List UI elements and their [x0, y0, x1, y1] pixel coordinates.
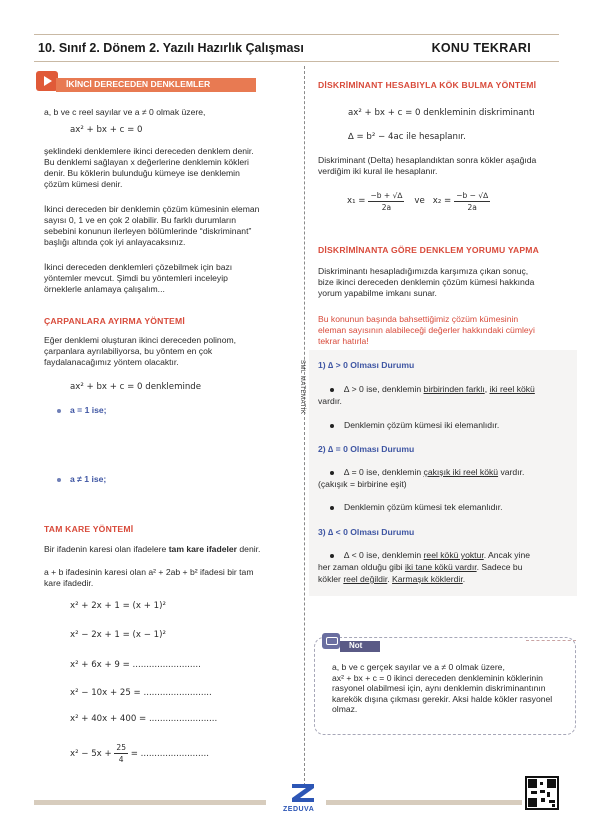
text-line: denir. Bu köklerin bulunduğu kümeye ise denklemin	[44, 168, 240, 178]
case-3-line-3	[318, 574, 465, 585]
section-heading-interpretation: DİSKRİMİNANTA GÖRE DENKLEM YORUMU YAPMA	[318, 245, 540, 255]
fraction	[368, 190, 404, 213]
text-span: .	[462, 574, 466, 584]
note-decoration	[526, 640, 576, 641]
equation-general: ax² + bx + c = 0	[70, 125, 143, 135]
note-label: Not	[349, 641, 363, 650]
discriminant-paragraph	[318, 155, 536, 177]
case-2-line-3: Denklemin çözüm kümesi tek elemanlıdır.	[344, 502, 503, 512]
text-line: a, b ve c gerçek sayılar ve a ≠ 0 olmak üzere,	[332, 662, 505, 672]
zeduva-logo-icon	[288, 782, 318, 804]
bullet-icon	[330, 554, 334, 558]
text-line: çözüm kümesi denir.	[44, 179, 123, 189]
fraction	[114, 742, 128, 765]
factoring-paragraph	[44, 335, 236, 368]
text-line: Eğer denklemi oluşturan ikinci dereceden polinom,	[44, 335, 237, 345]
discriminant-intro: ax² + bx + c = 0 denkleminin diskriminantı	[348, 108, 535, 118]
example-1: x² + 2x + 1 = (x + 1)²	[70, 601, 166, 611]
underlined-term: iki reel kökü	[489, 384, 535, 394]
case-2-line-1	[344, 467, 524, 478]
reminder-paragraph	[318, 314, 535, 347]
note-book-icon	[322, 633, 340, 649]
note-text	[332, 662, 552, 715]
interpretation-paragraph	[318, 266, 534, 299]
text-line: yorum yapabilme imkanı sunar.	[318, 288, 437, 298]
text-span: x² − 5x +	[70, 749, 115, 759]
case-a-not-1: a ≠ 1 ise;	[70, 474, 107, 484]
conjunction: ve	[414, 196, 425, 206]
intro-text: a, b ve c reel sayılar ve a ≠ 0 olmak üzere,	[44, 107, 206, 117]
column-divider	[304, 66, 305, 786]
example-5: x² + 40x + 400 = .........................	[70, 714, 218, 724]
case-1-line-1	[344, 384, 535, 395]
case-1-title: 1) ∆ > 0 Olması Durumu	[318, 360, 415, 370]
case-a-equals-1: a = 1 ise;	[70, 405, 107, 415]
text-line: eleman sayısının alabileceği değerler hakkındaki cümleyi	[318, 325, 535, 335]
footer-bar-left	[34, 800, 266, 805]
text-line: karekök dışına çıkması gerekir. Aksi halde kökler rasyonel	[332, 693, 553, 704]
text-span: .	[387, 574, 393, 584]
text-line: Diskriminantı hesapladığımızda karşımıza çıkan sonuç,	[318, 266, 529, 276]
case-1-line-3: Denklemin çözüm kümesi iki elemanlıdır.	[344, 420, 500, 430]
example-3: x² + 6x + 9 = .........................	[70, 660, 201, 670]
footer-bar-right	[326, 800, 522, 805]
underlined-term: reel kökü yoktur	[423, 550, 484, 560]
solution-set-paragraph	[44, 204, 259, 248]
page-title: 10. Sınıf 2. Dönem 2. Yazılı Hazırlık Çalışması	[38, 41, 304, 55]
underlined-term: Karmaşık köklerdir	[392, 574, 463, 584]
perfect-square-example-text: kare ifadedir.	[44, 578, 94, 588]
text-line: İkinci dereceden denklemleri çözebilmek için bazı	[44, 262, 233, 272]
perfect-square-definition	[44, 544, 260, 555]
page-topic: KONU TEKRARI	[431, 41, 531, 55]
case-2-line-2: (çakışık = birbirine eşit)	[318, 479, 407, 489]
discriminant-formula: ∆ = b² − 4ac ile hesaplanır.	[348, 132, 466, 142]
equation-factoring: ax² + bx + c = 0 denkleminde	[70, 382, 202, 392]
text-line: başlığı altında çok iyi anlayacaksınız.	[44, 237, 186, 247]
bullet-icon	[330, 424, 334, 428]
side-label: SML MATEMATİK	[299, 360, 305, 415]
text-line: tekrar hatırla!	[318, 336, 369, 346]
text-line: rasyonel olabilmesi için, aynı denklemin diskriminantının	[332, 683, 546, 693]
text-span: . Ancak yine	[483, 550, 531, 560]
underlined-term: birbirinden farklı	[423, 384, 485, 394]
definition-paragraph	[44, 146, 254, 190]
text-line: Bu konunun başında bahsettiğimiz çözüm kümesinin	[318, 314, 519, 324]
text-line: sayısı 0, 1 ve en çok 2 olabilir. Bu farklı durumların	[44, 215, 237, 225]
example-4: x² − 10x + 25 = .........................	[70, 688, 212, 698]
fraction-numerator: 25	[116, 743, 126, 752]
root-label: x₁ =	[347, 196, 366, 206]
text-line: yöntemler mevcut. Şimdi bu yöntemleri inceleyip	[44, 273, 228, 283]
text-line: olmaz.	[332, 704, 358, 714]
text-line: verdiğim iki kural ile hesaplanır.	[318, 166, 438, 176]
text-span: . Sadece bu	[476, 562, 523, 572]
example-2: x² − 2x + 1 = (x − 1)²	[70, 630, 166, 640]
text-line: İkinci dereceden bir denklemin çözüm kümesinin eleman	[44, 204, 260, 214]
text-span: denir.	[237, 544, 261, 554]
text-line: çarpanlara ayrılabiliyorsa, bu yöntem en çok	[44, 346, 213, 356]
text-span: Bir ifadenin karesi olan ifadelere	[44, 544, 169, 554]
underlined-term: reel değildir	[343, 574, 388, 584]
fraction-numerator: −b + √∆	[370, 191, 403, 200]
text-span: = .........................	[127, 749, 209, 759]
text-line: bize ikinci dereceden denklemin çözüm kümesi hakkında	[318, 277, 535, 287]
text-span: ,	[484, 384, 490, 394]
example-6	[70, 742, 209, 765]
text-span: her zaman olduğu gibi	[318, 562, 405, 572]
case-3-line-1	[344, 550, 530, 561]
case-3-title: 3) ∆ < 0 Olması Durumu	[318, 527, 415, 537]
fraction	[454, 190, 490, 213]
fraction-denominator: 2a	[381, 203, 392, 212]
text-line: sebebini konunun ilerleyen bölümlerinde “diskriminant”	[44, 226, 252, 236]
play-triangle-icon	[44, 76, 52, 86]
case-3-line-2	[318, 562, 522, 573]
case-1-line-2: vardır.	[318, 396, 342, 406]
underlined-term: çakışık iki reel kökü	[423, 467, 499, 477]
text-line: Bu denklemi sağlayan x değerlerine denklemin kökleri	[44, 157, 249, 167]
bullet-icon	[330, 506, 334, 510]
case-2-title: 2) ∆ = 0 Olması Durumu	[318, 444, 415, 454]
text-span: ∆ > 0 ise, denklemin	[344, 384, 424, 394]
fraction-denominator: 2a	[467, 203, 477, 212]
text-line: ax² + bx + c = 0 ikinci dereceden denkleminin köklerinin	[332, 672, 543, 683]
root-label: x₂ =	[432, 196, 452, 206]
bullet-icon	[57, 478, 61, 482]
text-line: faydalanacağımız yöntem olacaktır.	[44, 357, 179, 367]
text-span: ∆ = 0 ise, denklemin	[344, 467, 424, 477]
section-tab-label: İKİNCİ DERECEDEN DENKLEMLER	[66, 79, 211, 89]
section-heading-factoring: ÇARPANLARA AYIRMA YÖNTEMİ	[44, 316, 185, 326]
perfect-square-example-text: a + b ifadesinin karesi olan a² + 2ab + b² ifadesi bir tam	[44, 567, 254, 577]
bullet-icon	[330, 388, 334, 392]
bullet-icon	[330, 471, 334, 475]
bold-term: tam kare ifadeler	[168, 544, 237, 554]
root-formulas	[347, 190, 490, 213]
header-top-line	[34, 34, 559, 35]
text-span: ∆ < 0 ise, denklemin	[344, 550, 424, 560]
methods-paragraph	[44, 262, 232, 295]
section-heading-discriminant: DİSKRİMİNANT HESABIYLA KÖK BULMA YÖNTEMİ	[318, 80, 537, 90]
qr-code-icon[interactable]	[525, 776, 559, 810]
bullet-icon	[57, 409, 61, 413]
text-line: şeklindeki denklemlere ikinci dereceden denklem denir.	[44, 146, 254, 156]
text-span: vardır.	[498, 467, 525, 477]
fraction-numerator: −b − √∆	[456, 191, 489, 200]
underlined-term: iki tane kökü vardır	[404, 562, 477, 572]
fraction-denominator: 4	[118, 755, 124, 764]
section-heading-perfect-square: TAM KARE YÖNTEMİ	[44, 524, 134, 534]
brand-name: ZEDUVA	[283, 806, 315, 813]
text-line: Diskriminant (Delta) hesaplandıktan sonra kökler aşağıda	[318, 155, 537, 165]
text-span: kökler	[318, 574, 344, 584]
text-line: örneklerle anlamaya çalışalım...	[44, 284, 165, 294]
